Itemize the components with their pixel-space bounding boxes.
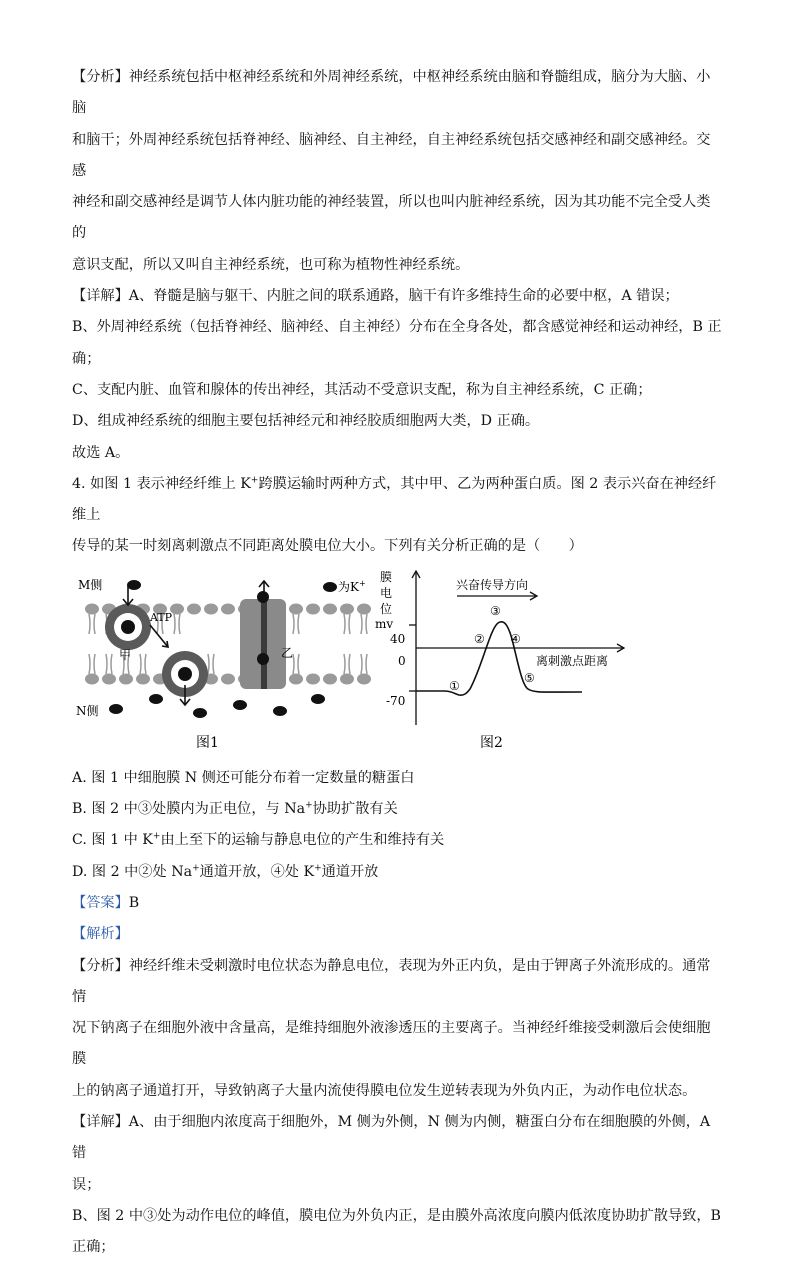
detail-paragraph-d: D、组成神经系统的细胞主要包括神经元和神经胶质细胞两大类，D 正确。: [72, 413, 540, 430]
figure-1: [76, 578, 371, 751]
detail-paragraph-a: 【详解】A、脊髓是脑与躯干、内脏之间的联系通路，脑干有许多维持生命的必要中枢，A 错误；: [72, 288, 679, 305]
tick-minus-70: -70: [386, 693, 406, 708]
detail-paragraph-2a: 【详解】A、由于细胞内浓度高于细胞外，M 侧为外侧，N 侧为内侧，糖蛋白分布在细胞膜的外侧，A 错 误；: [72, 1114, 711, 1193]
m-side-label: M侧: [78, 577, 103, 592]
jia-label: 甲: [119, 647, 132, 662]
point-3: ③: [490, 603, 501, 618]
point-5: ⑤: [524, 670, 535, 685]
answer-value: B: [128, 894, 140, 911]
option-a: A. 图 1 中细胞膜 N 侧还可能分布着一定数量的糖蛋白: [72, 769, 415, 786]
analysis-tag: 【分析】: [72, 69, 129, 85]
point-1: ①: [449, 678, 460, 693]
k-legend-label: 为K+: [338, 578, 366, 594]
yi-label: 乙: [281, 645, 294, 660]
point-2: ②: [474, 631, 485, 646]
answer-line: [72, 888, 722, 919]
detail-paragraph-c: C、支配内脏、血管和腺体的传出神经，其活动不受意识支配，称为自主神经系统，C 正确；: [72, 381, 652, 398]
protein-jia-upper: [105, 604, 151, 650]
figure-2: [375, 570, 624, 751]
tick-40: 40: [390, 631, 406, 646]
document-body: [72, 62, 722, 1264]
point-4: ④: [510, 631, 521, 646]
analysis-paragraph-1: 【分析】神经系统包括中枢神经系统和外周神经系统，中枢神经系统由脑和脊髓组成，脑分为大脑、小脑 和脑干；外周神经系统包括脊神经、脑神经、自主神经，自主神经系统包括交感神经和副交感神经。交感 神经和副交感神经是调节人体内脏功能的神经装置，所以也叫内脏神经系统，因为其功能不完全受人类的 意识支配，所以又叫自主神经系统，也可称为植物性神经系统。: [72, 69, 711, 273]
option-b: B. 图 2 中③处膜内为正电位，与 Na+协助扩散有关: [72, 800, 398, 818]
tick-0: 0: [398, 653, 406, 668]
option-d: D. 图 2 中②处 Na+通道开放，④处 K+通道开放: [72, 862, 379, 880]
figures-svg: [72, 567, 722, 757]
potassium-ions: [109, 580, 337, 718]
figures-row: [72, 567, 722, 757]
detail-paragraph-b: B、外周神经系统（包括脊神经、脑神经、自主神经）分布在全身各处，都含感觉神经和运动神经，B 正 确；: [72, 319, 722, 367]
analysis-paragraph-2: 【分析】神经纤维未受刺激时电位状态为静息电位，表现为外正内负，是由于钾离子外流形成的。通常情 况下钠离子在细胞外液中含量高，是维持细胞外液渗透压的主要离子。当神经纤维接受刺激后会使细胞膜 上的钠离子通道打开，导致钠离子大量内流使得膜电位发生逆转表现为外负内正，为动作电位状态。: [72, 957, 711, 1099]
detail-paragraph-2b: B、图 2 中③处为动作电位的峰值，膜电位为外负内正，是由膜外高浓度向膜内低浓度协助扩散导致，B 正确；: [72, 1207, 721, 1256]
conclusion-line: 故选 A。: [72, 444, 130, 461]
n-side-label: N侧: [76, 703, 99, 718]
y-label-1: 膜: [380, 569, 393, 584]
y-label-2: 电: [380, 585, 393, 600]
y-label-3: 位: [380, 601, 393, 616]
analysis-heading: 【解析】: [72, 926, 129, 943]
question-4: 4. 如图 1 表示神经纤维上 K+跨膜运输时两种方式，其中甲、乙为两种蛋白质。图 2 表示兴奋在神经纤维上 传导的某一时刻离刺激点不同距离处膜电位大小。下列有关分析正确的是（ ）: [72, 475, 717, 555]
figure-1-caption: 图1: [196, 734, 219, 751]
figure-2-axes: [409, 571, 624, 725]
channel-yi: [240, 591, 286, 689]
conduction-direction-label: 兴奋传导方向: [456, 577, 529, 592]
atp-label: ATP: [150, 610, 173, 624]
answer-tag: 【答案】: [72, 894, 129, 911]
detail-tag: 【详解】: [72, 288, 129, 305]
figure-2-caption: 图2: [480, 734, 503, 751]
y-unit: mv: [375, 616, 394, 631]
option-c: C. 图 1 中 K+由上至下的运输与静息电位的产生和维持有关: [72, 831, 445, 849]
x-axis-label: 离刺激点距离: [536, 653, 609, 668]
